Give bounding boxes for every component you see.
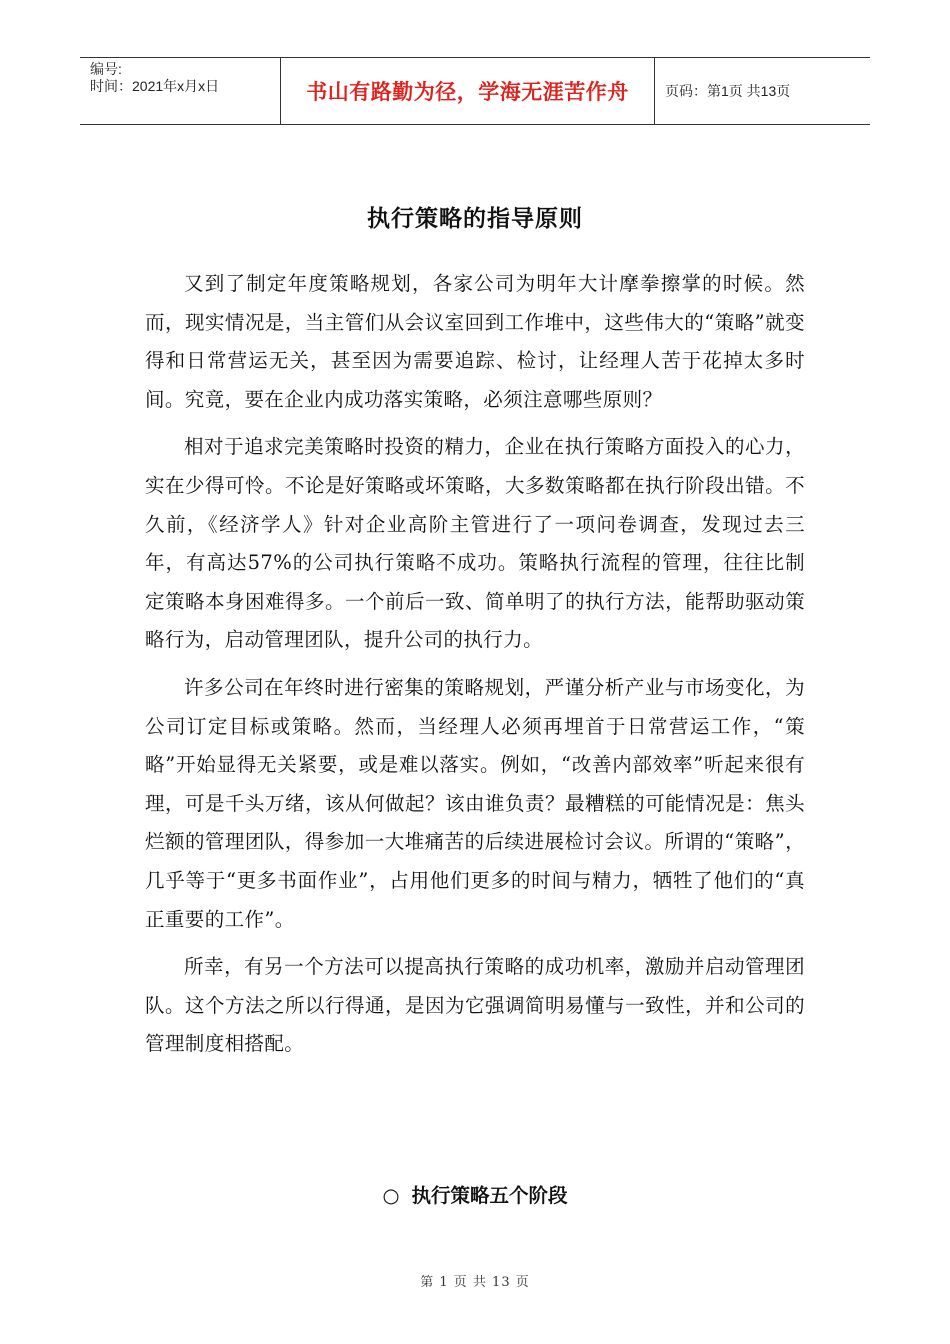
document-title: 执行策略的指导原则 (367, 205, 583, 232)
body-paragraph: 相对于追求完美策略时投资的精力，企业在执行策略方面投入的心力，实在少得可怜。不论是好策略或坏策略，大多数策略都在执行阶段出错。不久前，《经济学人》针对企业高阶主管进行了一项问卷调查，发现过去三年，有高达57%的公司执行策略不成功。策略执行流程的管理，往往比制定策略本身困难得多。一个前后一致、简单明了的执行方法，能帮助驱动策略行为，启动管理团队，提升公司的执行力。 (145, 435, 805, 652)
document-header (80, 57, 870, 125)
document-time-label: 时间：2021年x月x日 (90, 78, 220, 94)
document-body (145, 265, 805, 1073)
section-heading (0, 1180, 950, 1208)
body-paragraph: 又到了制定年度策略规划，各家公司为明年大计摩拳擦掌的时候。然而，现实情况是，当主管们从会议室回到工作堆中，这些伟大的“策略”就变得和日常营运无关，甚至因为需要追踪、检讨，让经理人苦于花掉太多时间。究竟，要在企业内成功落实策略，必须注意哪些原则？ (145, 272, 805, 411)
body-paragraph: 许多公司在年终时进行密集的策略规划，严谨分析产业与市场变化，为公司订定目标或策略。然而，当经理人必须再埋首于日常营运工作，“策略”开始显得无关紧要，或是难以落实。例如，“改善内部效率”听起来很有理，可是千头万绪，该从何做起？该由谁负责？最糟糕的可能情况是：焦头烂额的管理团队，得参加一大堆痛苦的后续进展检讨会议。所谓的“策略”，几乎等于“更多书面作业”，占用他们更多的时间与精力，牺牲了他们的“真正重要的工作”。 (145, 675, 805, 931)
section-heading-text: 执行策略五个阶段 (411, 1184, 568, 1207)
page-footer: 第 1 页 共 13 页 (420, 1275, 530, 1290)
header-page-label: 页码：第1页 共13页 (665, 83, 791, 99)
body-paragraph: 所幸，有另一个方法可以提高执行策略的成功机率，激励并启动管理团队。这个方法之所以行得通，是因为它强调简明易懂与一致性，并和公司的管理制度相搭配。 (145, 955, 805, 1056)
document-number-label: 编号: (90, 61, 122, 77)
circle-bullet-icon: ○ (382, 1184, 400, 1207)
header-meta (80, 58, 281, 124)
header-motto: 书山有路勤为径，学海无涯苦作舟 (281, 58, 655, 124)
